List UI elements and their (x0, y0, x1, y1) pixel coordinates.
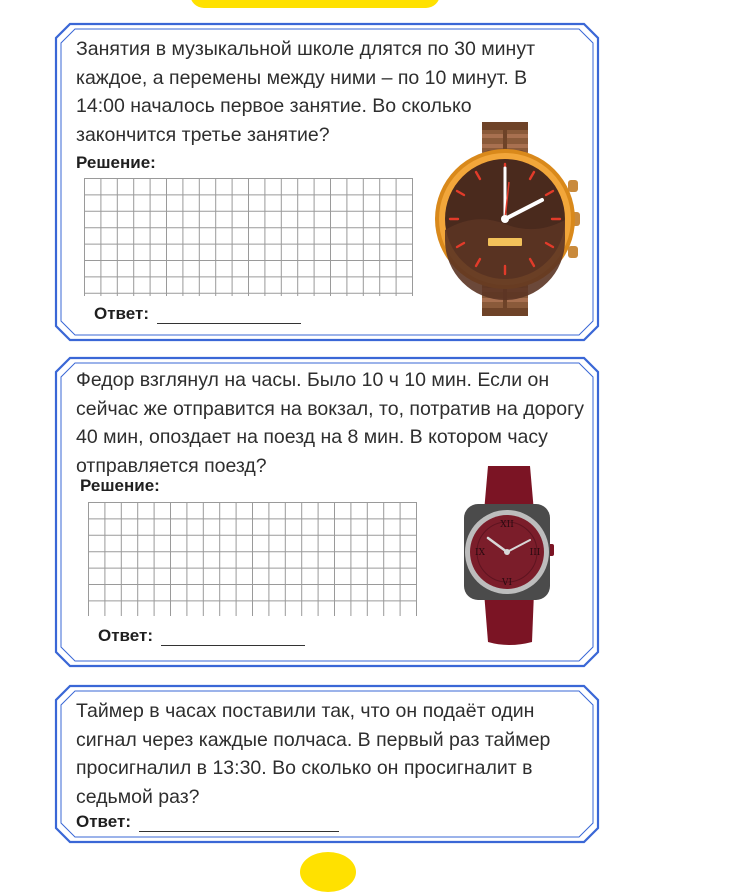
answer-row (98, 626, 305, 646)
gold-wristwatch-image (430, 120, 580, 318)
yellow-decoration-top (190, 0, 440, 8)
answer-field[interactable] (139, 815, 339, 832)
answer-row (94, 304, 301, 324)
solution-label: Решение: (76, 153, 156, 172)
solution-grid[interactable] (88, 502, 418, 618)
answer-label: Ответ: (76, 812, 131, 831)
problem-card-3 (54, 684, 600, 844)
solution-grid[interactable] (84, 178, 414, 298)
problem-text: Занятия в музыкальной школе длятся по 30 минут каждое, а перемены между ними – по 10 минут. В 14:00 началось первое занятие. Во сколько закончится третье занятие? (76, 38, 536, 146)
answer-row (76, 812, 339, 832)
answer-label: Ответ: (94, 304, 149, 323)
answer-field[interactable] (157, 307, 301, 324)
solution-label: Решение: (80, 476, 160, 495)
problem-card-2 (54, 356, 600, 668)
problem-text: Федор взглянул на часы. Было 10 ч 10 мин. Если он сейчас же отправится на вокзал, то, потратив на дорогу 40 мин, опоздает на поезд на 8 мин. В котором часу отправляется поезд? (76, 369, 584, 477)
svg-text:III: III (529, 548, 541, 558)
problem-text: Таймер в часах поставили так, что он подаёт один сигнал через каждые полчаса. В первый раз таймер просигналил в 13:30. Во сколько он просигналит в седьмой раз? (76, 700, 551, 808)
svg-text:XII: XII (500, 520, 514, 530)
svg-text:IX: IX (475, 548, 485, 558)
svg-text:VI: VI (501, 578, 513, 588)
problem-card-1 (54, 22, 600, 342)
maroon-wristwatch-image (458, 464, 568, 646)
yellow-decoration-bottom (300, 852, 356, 892)
answer-field[interactable] (161, 629, 305, 646)
answer-label: Ответ: (98, 626, 153, 645)
